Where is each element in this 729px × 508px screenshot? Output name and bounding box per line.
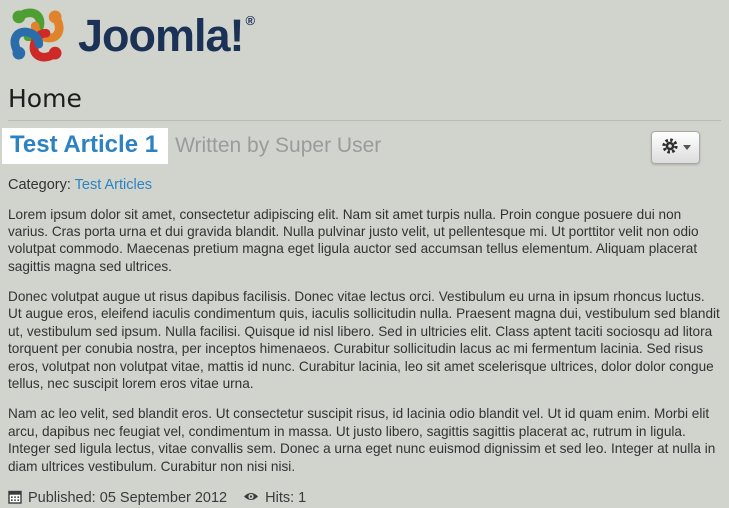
divider <box>8 120 721 121</box>
article-header <box>8 128 721 164</box>
article-options-button[interactable] <box>651 131 700 164</box>
site-header <box>8 6 721 68</box>
joomla-wordmark-text: Joomla! <box>78 9 244 61</box>
published-text <box>28 490 227 506</box>
category-label: Category: <box>8 176 71 193</box>
category-link[interactable]: Test Articles <box>74 176 153 193</box>
published-label: Published: <box>28 490 96 507</box>
joomla-wordmark <box>78 9 255 61</box>
article-paragraph: Lorem ipsum dolor sit amet, consectetur adipiscing elit. Nam sit amet turpis nulla. Proin congue posuere dui non varius. Cras porta urna et dui gravida blandit. Nulla pulvinar justo velit, ut pellentesque mi. Ut porttitor velit non odio volutpat commodo. Maecenas pretium magna eget ligula auctor sed accumsan tellus elementum. Aliquam placerat sagittis magna sed ultrices. <box>8 206 699 274</box>
article-title-group <box>8 128 381 164</box>
published-date: 05 September 2012 <box>99 490 228 507</box>
joomla-logo-icon[interactable] <box>8 6 66 69</box>
article-byline: Written by Super User <box>175 133 382 157</box>
article-title-link[interactable]: Test Article 1 <box>2 128 168 164</box>
gear-icon <box>661 137 679 158</box>
registered-mark: ® <box>245 12 255 28</box>
caret-down-icon <box>683 145 691 150</box>
article-info-footer <box>8 489 721 508</box>
hits-label: Hits: <box>265 490 295 507</box>
calendar-icon <box>8 489 22 508</box>
category-row <box>8 177 721 193</box>
article-body <box>8 206 721 475</box>
hits-count: 1 <box>298 490 307 507</box>
article-paragraph: Nam ac leo velit, sed blandit eros. Ut consectetur suscipit risus, id lacinia odio blandit vel. Ut id quam enim. Morbi elit arcu, dapibus nec feugiat vel, condimentum in massa. Ut justo libero, sagittis sagittis placerat ac, rutrum in ligula. Integer sed ligula lectus, vitae convallis sem. Donec a urna eget nunc euismod dignissim et sed leo. Integer at nulla in diam ultrices vestibulum. Curabitur non nisi nisi. <box>8 406 716 474</box>
page-title: Home <box>8 84 82 113</box>
hits-text <box>265 490 306 506</box>
eye-icon <box>243 490 259 506</box>
article-paragraph: Donec volutpat augue ut risus dapibus facilisis. Donec vitae lectus orci. Vestibulum eu urna in ipsum rhoncus luctus. Ut augue eros, eleifend iaculis condimentum quis, iaculis sollicitudin nulla. Praesent magna dui, vestibulum sed blandit ut, vestibulum sed ipsum. Nulla facilisi. Quisque id nisl libero. Sed in ultricies elit. Class aptent taciti sociosqu ad litora torquent per conubia nostra, per inceptos himenaeos. Curabitur sollicitudin lacus ac mi fermentum lacinia. Sed risus eros, volutpat non volutpat vitae, mattis id nunc. Curabitur lacinia, leo sit amet scelerisque ultrices, dolor dolor congue tellus, nec suscipit lorem eros vitae urna. <box>8 289 720 392</box>
